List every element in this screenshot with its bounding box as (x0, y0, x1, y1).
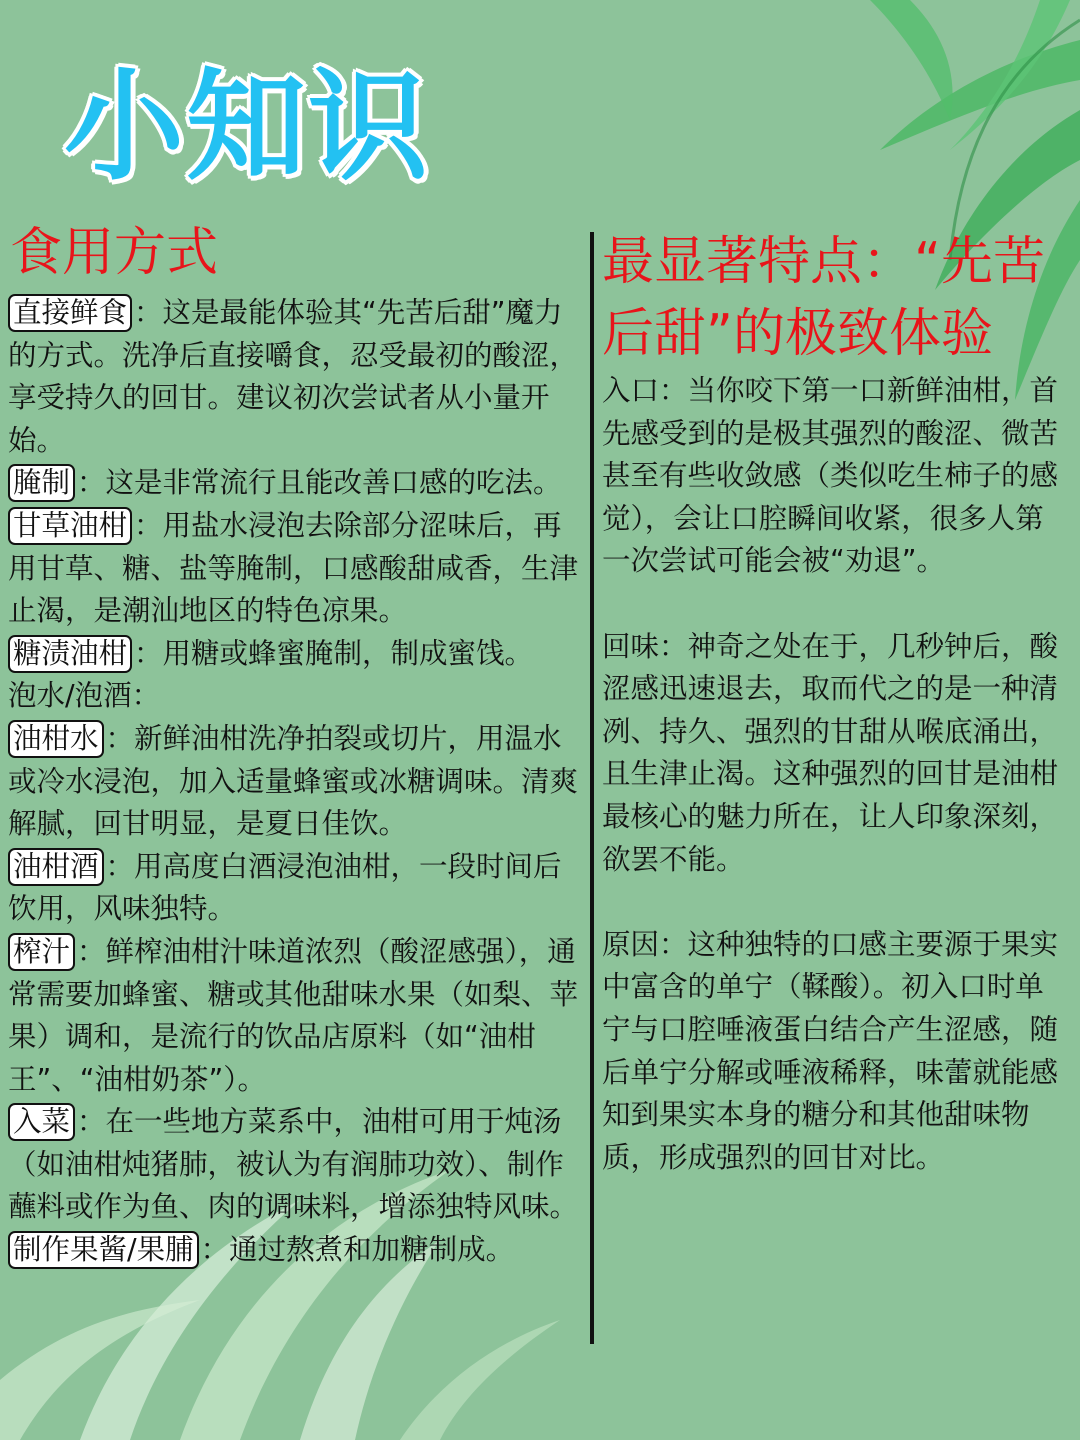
usage-tag: 糖渍油柑 (8, 635, 132, 673)
feature-paragraph-aftertaste: 回味：神奇之处在于，几秒钟后，酸涩感迅速退去，取而代之的是一种清冽、持久、强烈的甘甜从喉底涌出，且生津止渴。这种强烈的回甘是油柑最核心的魅力所在，让人印象深刻，欲罢不能。 (602, 629, 1059, 876)
usage-item (8, 718, 584, 846)
usage-section (8, 218, 584, 1272)
usage-tag: 直接鲜食 (8, 294, 132, 332)
feature-body (602, 370, 1072, 1179)
usage-item (8, 1101, 584, 1229)
usage-text: ：鲜榨油柑汁味道浓烈（酸涩感强），通常需要加蜂蜜、糖或其他甜味水果（如梨、苹果）调和，是流行的饮品店原料（如“油柑王”、“油柑奶茶”）。 (8, 934, 579, 1096)
column-divider (590, 232, 594, 1344)
usage-text: ：用糖或蜂蜜腌制，制成蜜饯。 (134, 636, 534, 670)
usage-item (8, 462, 584, 505)
usage-item (8, 1229, 584, 1272)
usage-text: ：用高度白酒浸泡油柑，一段时间后饮用，风味独特。 (8, 849, 562, 926)
usage-text: ：新鲜油柑洗净拍裂或切片，用温水或冷水浸泡，加入适量蜂蜜或冰糖调味。清爽解腻，回甘明显，是夏日佳饮。 (8, 721, 579, 841)
usage-tag: 腌制 (8, 464, 75, 502)
usage-text: ：这是最能体验其“先苦后甜”魔力的方式。洗净后直接嚼食，忍受最初的酸涩，享受持久的回甘。建议初次尝试者从小量开始。 (8, 296, 579, 457)
usage-item (8, 505, 584, 633)
usage-tag: 制作果酱/果脯 (8, 1231, 199, 1269)
usage-tag: 甘草油柑 (8, 507, 132, 545)
usage-text: ：用盐水浸泡去除部分涩味后，再用甘草、糖、盐等腌制，口感酸甜咸香，生津止渴，是潮汕地区的特色凉果。 (8, 508, 579, 628)
usage-text: ：通过熬煮和加糖制成。 (200, 1233, 515, 1267)
usage-tag: 油柑酒 (8, 848, 104, 886)
usage-item (8, 846, 584, 931)
usage-text: ：在一些地方菜系中，油柑可用于炖汤（如油柑炖猪肺，被认为有润肺功效）、制作蘸料或作为鱼、肉的调味料，增添独特风味。 (8, 1105, 579, 1224)
usage-item (8, 633, 584, 676)
usage-tag: 榨汁 (8, 933, 75, 971)
feature-paragraph-reason: 原因：这种独特的口感主要源于果实中富含的单宁（鞣酸）。初入口时单宁与口腔唾液蛋白结合产生涩感，随后单宁分解或唾液稀释，味蕾就能感知到果实本身的糖分和其他甜味物质，形成强烈的回甘对比。 (602, 927, 1059, 1174)
usage-item (8, 931, 584, 1101)
feature-heading-line2: 后甜”的极致体验 (602, 304, 993, 364)
usage-heading: 食用方式 (10, 223, 219, 283)
usage-tag: 入菜 (8, 1103, 75, 1141)
feature-paragraph-entry: 入口：当你咬下第一口新鲜油柑，首先感受到的是极其强烈的酸涩、微苦甚至有些收敛感（类似吃生柿子的感觉），会让口腔瞬间收紧，很多人第一次尝试可能会被“劝退”。 (602, 374, 1059, 578)
usage-tag: 油柑水 (8, 720, 104, 758)
usage-item (8, 292, 584, 462)
feature-heading-line1: 最显著特点：“先苦 (602, 232, 1045, 292)
feature-section (602, 226, 1072, 1179)
feature-heading (602, 226, 1072, 370)
usage-subheading: 泡水/泡酒： (8, 679, 161, 713)
usage-text: ：这是非常流行且能改善口感的吃法。 (77, 466, 562, 500)
page-title: 小知识 (64, 58, 430, 197)
usage-list (8, 292, 584, 1272)
